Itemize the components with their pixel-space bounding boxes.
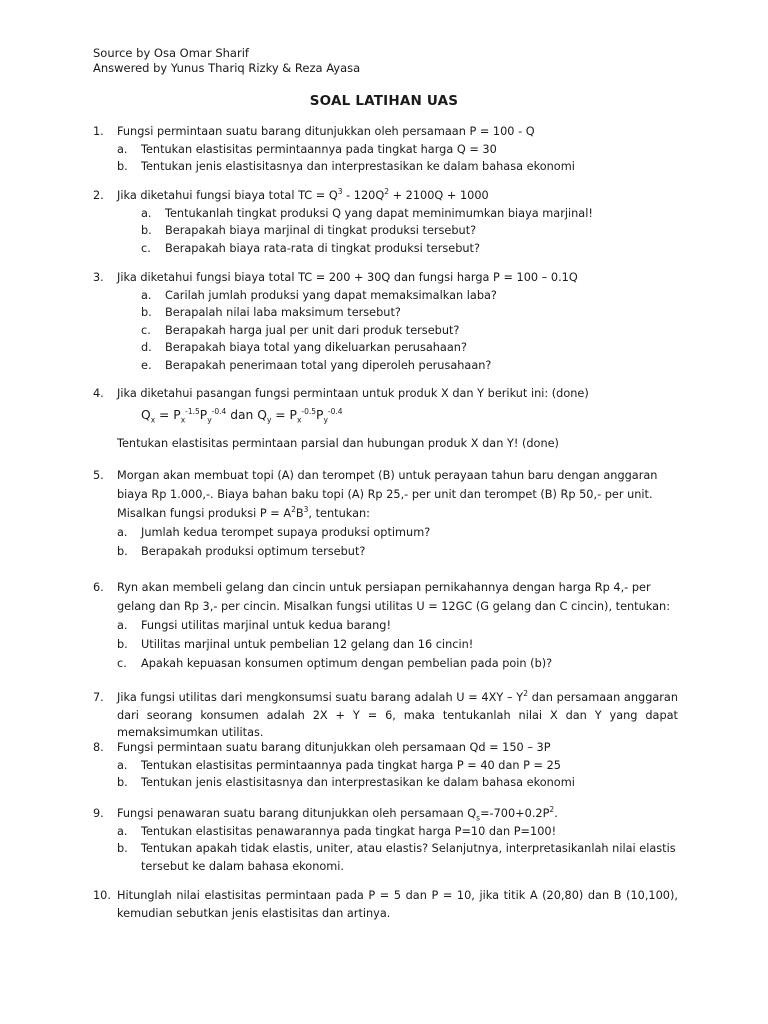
- item-text: Berapakah harga jual per unit dari produk tersebut?: [165, 323, 460, 337]
- list-item: [117, 158, 678, 176]
- item-text: Tentukan jenis elastisitasnya dan interprestasikan ke dalam bahasa ekonomi: [141, 776, 575, 789]
- question-1: [93, 123, 678, 176]
- question-number: 3.: [93, 271, 104, 284]
- item-letter: a.: [141, 206, 152, 220]
- list-item: [141, 240, 678, 258]
- list-item: [141, 339, 678, 357]
- item-text: Berapakah biaya marjinal di tingkat produksi tersebut?: [165, 224, 477, 237]
- item-text: Jumlah kedua terompet supaya produksi optimum?: [141, 526, 431, 539]
- item-letter: c.: [117, 657, 127, 670]
- item-letter: b.: [117, 160, 128, 173]
- list-item: [117, 141, 678, 159]
- list-item: [117, 654, 678, 673]
- item-letter: b.: [141, 306, 152, 319]
- list-item: [117, 823, 678, 841]
- item-letter: b.: [117, 776, 128, 789]
- item-text: Berapakah produksi optimum tersebut?: [141, 545, 366, 558]
- list-item: [141, 205, 678, 223]
- list-item: [117, 757, 678, 775]
- item-text: Berapakah biaya rata-rata di tingkat produksi tersebut?: [165, 241, 480, 255]
- item-letter: b.: [117, 842, 128, 855]
- item-letter: a.: [141, 288, 152, 302]
- item-letter: a.: [117, 619, 128, 632]
- item-letter: a.: [117, 526, 128, 539]
- source-line: Source by Osa Omar Sharif: [93, 46, 249, 60]
- item-letter: b.: [117, 638, 128, 651]
- question-text: Jika fungsi utilitas dari mengkonsumsi suatu barang adalah $U = 4XY - Y^2$ dan persamaan anggaran dari seorang konsumen adalah 2X + Y = 6, maka tentukanlah nilai X dan Y yang dapat memaksimumkan utilitas.: [117, 689, 679, 739]
- item-letter: c.: [141, 323, 151, 337]
- question-text: Morgan akan membuat topi (A) dan terompet (B) untuk perayaan tahun baru dengan anggaran biaya Rp 1.000,-. Biaya bahan baku topi (A) Rp 25,- per unit dan terompet (B) Rp 50,- per unit. Misalkan fungsi produksi $P = A^2B^3$, tentukan:: [117, 469, 658, 520]
- item-text: Berapakah biaya total yang dikeluarkan perusahaan?: [165, 341, 467, 354]
- item-letter: a.: [117, 142, 128, 156]
- question-text-2: Tentukan elastisitas permintaan parsial dan hubungan produk X dan Y! (done): [117, 436, 559, 450]
- question-text: Fungsi penawaran suatu barang ditunjukkan oleh persamaan $Q_s=-700+0.2P^2$.: [117, 805, 558, 823]
- item-text: Fungsi utilitas marjinal untuk kedua barang!: [141, 619, 391, 632]
- item-letter: b.: [141, 224, 152, 237]
- question-number: 1.: [93, 125, 104, 138]
- item-text: Tentukanlah tingkat produksi Q yang dapat meminimumkan biaya marjinal!: [165, 206, 593, 220]
- list-item: [141, 222, 678, 240]
- item-letter: c.: [141, 241, 151, 255]
- item-letter: a.: [117, 824, 128, 838]
- question-3: [93, 269, 678, 374]
- demand-formula: $Q_x = P_x^{-1.5}P_y^{-0.4}$ dan $Q_y = P_x^{-0.5}P_y^{-0.4}$: [141, 406, 343, 424]
- question-text: Ryn akan membeli gelang dan cincin untuk persiapan pernikahannya dengan harga Rp 4,- per gelang dan Rp 3,- per cincin. Misalkan fungsi utilitas U = 12GC (G gelang dan C cincin), tentukan:: [117, 581, 671, 613]
- list-item: [117, 774, 678, 792]
- question-6: [93, 578, 678, 673]
- question-text: Jika diketahui fungsi biaya total TC = $Q^3 - 120Q^2 + 2100Q + 1000$: [117, 187, 489, 202]
- question-number: 7.: [93, 691, 104, 704]
- question-text: Jika diketahui pasangan fungsi permintaan untuk produk X dan Y berikut ini: (done): [117, 387, 589, 400]
- question-8: [93, 739, 678, 792]
- question-number: 9.: [93, 807, 104, 820]
- page-title: SOAL LATIHAN UAS: [309, 93, 459, 109]
- item-text: Berapalah nilai laba maksimum tersebut?: [165, 306, 401, 319]
- question-number: 8.: [93, 741, 104, 754]
- question-number: 10.: [93, 889, 111, 902]
- answered-line: Answered by Yunus Thariq Rizky & Reza Ayasa: [93, 61, 361, 75]
- question-number: 2.: [93, 189, 104, 202]
- question-number: 5.: [93, 469, 104, 482]
- item-letter: d.: [141, 341, 152, 354]
- question-text: Hitunglah nilai elastisitas permintaan pada P = 5 dan P = 10, jika titik A (20,80) dan B (10,100), kemudian sebutkan jenis elastisitas dan artinya.: [117, 889, 678, 920]
- item-text: Tentukan jenis elastisitasnya dan interprestasikan ke dalam bahasa ekonomi: [141, 160, 575, 173]
- list-item: [141, 304, 678, 322]
- question-9: [93, 805, 678, 875]
- item-text: Tentukan elastisitas penawarannya pada tingkat harga P=10 dan P=100!: [141, 824, 557, 838]
- item-text: Berapakah penerimaan total yang diperoleh perusahaan?: [165, 358, 492, 372]
- question-text: Fungsi permintaan suatu barang ditunjukkan oleh persamaan Qd = 150 – 3P: [117, 741, 551, 754]
- question-number: 4.: [93, 387, 104, 400]
- list-item: [117, 542, 678, 561]
- question-5: [93, 466, 678, 561]
- question-10: [93, 887, 678, 922]
- item-letter: e.: [141, 358, 152, 372]
- item-text: Apakah kepuasan konsumen optimum dengan pembelian pada poin (b)?: [141, 657, 553, 670]
- list-item: [141, 322, 678, 340]
- list-item: [117, 523, 678, 542]
- item-letter: b.: [117, 545, 128, 558]
- item-text: Carilah jumlah produksi yang dapat memaksimalkan laba?: [165, 288, 497, 302]
- item-text: Tentukan elastisitas permintaannya pada tingkat harga Q = 30: [141, 142, 497, 156]
- question-2: [93, 187, 678, 257]
- item-text: Utilitas marjinal untuk pembelian 12 gelang dan 16 cincin!: [141, 638, 474, 651]
- list-item: [141, 287, 678, 305]
- question-text: Fungsi permintaan suatu barang ditunjukkan oleh persamaan P = 100 - Q: [117, 125, 535, 138]
- question-7: [93, 689, 678, 742]
- question-number: 6.: [93, 581, 104, 594]
- item-letter: a.: [117, 758, 128, 772]
- list-item: [141, 357, 678, 375]
- item-text: Tentukan apakah tidak elastis, uniter, atau elastis? Selanjutnya, interpretasikanlah nilai elastis tersebut ke dalam bahasa ekonomi.: [141, 842, 676, 873]
- question-4: [93, 385, 678, 452]
- list-item: [117, 635, 678, 654]
- list-item: [117, 616, 678, 635]
- item-text: Tentukan elastisitas permintaannya pada tingkat harga P = 40 dan P = 25: [141, 758, 561, 772]
- question-text: Jika diketahui fungsi biaya total TC = 200 + 30Q dan fungsi harga P = 100 – 0.1Q: [117, 271, 578, 284]
- list-item: [117, 840, 678, 875]
